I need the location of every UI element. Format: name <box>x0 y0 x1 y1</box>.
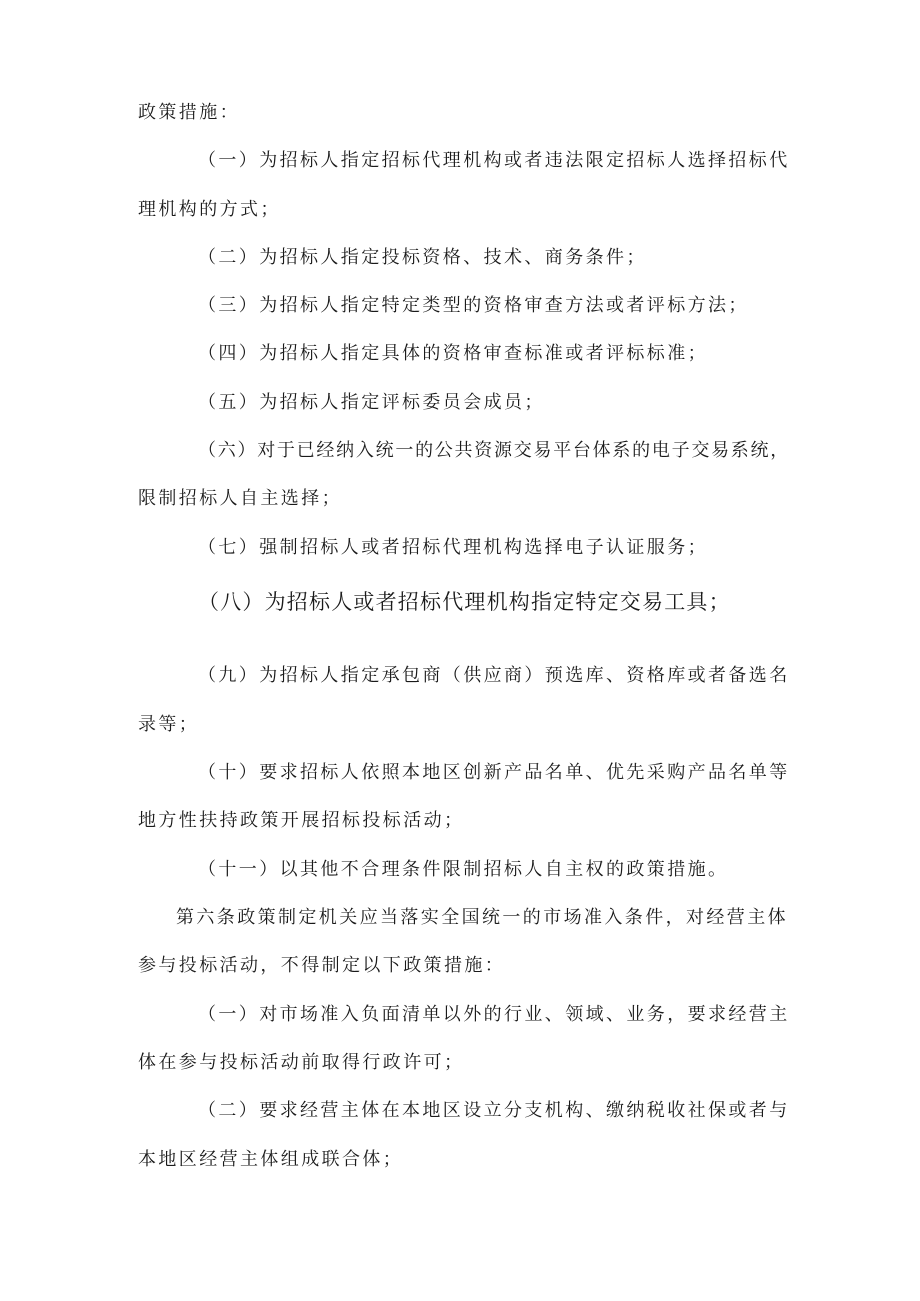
text-line: （一）为招标人指定招标代理机构或者违法限定招标人选择招标代 <box>198 150 790 171</box>
text-line: 限制招标人自主选择； <box>138 488 342 509</box>
text-line: （六）对于已经纳入统一的公共资源交易平台体系的电子交易系统， <box>198 440 790 461</box>
text-line: （八）为招标人或者招标代理机构指定特定交易工具； <box>198 590 731 614</box>
text-line: （九）为招标人指定承包商（供应商）预选库、资格库或者备选名 <box>198 665 790 686</box>
text-line: （十）要求招标人依照本地区创新产品名单、优先采购产品名单等 <box>198 762 790 783</box>
text-line: 体在参与投标活动前取得行政许可； <box>138 1052 465 1073</box>
text-line: （十一）以其他不合理条件限制招标人自主权的政策措施。 <box>198 859 729 880</box>
text-line: （一）对市场准入负面清单以外的行业、领域、业务，要求经营主 <box>198 1004 790 1025</box>
text-line: （五）为招标人指定评标委员会成员； <box>198 392 545 413</box>
text-line: 第六条政策制定机关应当落实全国统一的市场准入条件，对经营主体 <box>176 907 788 928</box>
text-line: （二）要求经营主体在本地区设立分支机构、缴纳税收社保或者与 <box>198 1100 790 1121</box>
text-line: 参与投标活动，不得制定以下政策措施： <box>138 955 506 976</box>
text-line: （三）为招标人指定特定类型的资格审查方法或者评标方法； <box>198 295 749 316</box>
text-line: （七）强制招标人或者招标代理机构选择电子认证服务； <box>198 537 708 558</box>
text-line: 录等； <box>138 714 200 735</box>
text-line: （四）为招标人指定具体的资格审查标准或者评标标准； <box>198 343 708 364</box>
text-line: （二）为招标人指定投标资格、技术、商务条件； <box>198 247 647 268</box>
text-line: 政策措施： <box>138 102 240 123</box>
text-line: 理机构的方式； <box>138 199 281 220</box>
text-line: 本地区经营主体组成联合体； <box>138 1149 404 1170</box>
text-line: 地方性扶持政策开展招标投标活动； <box>138 810 465 831</box>
